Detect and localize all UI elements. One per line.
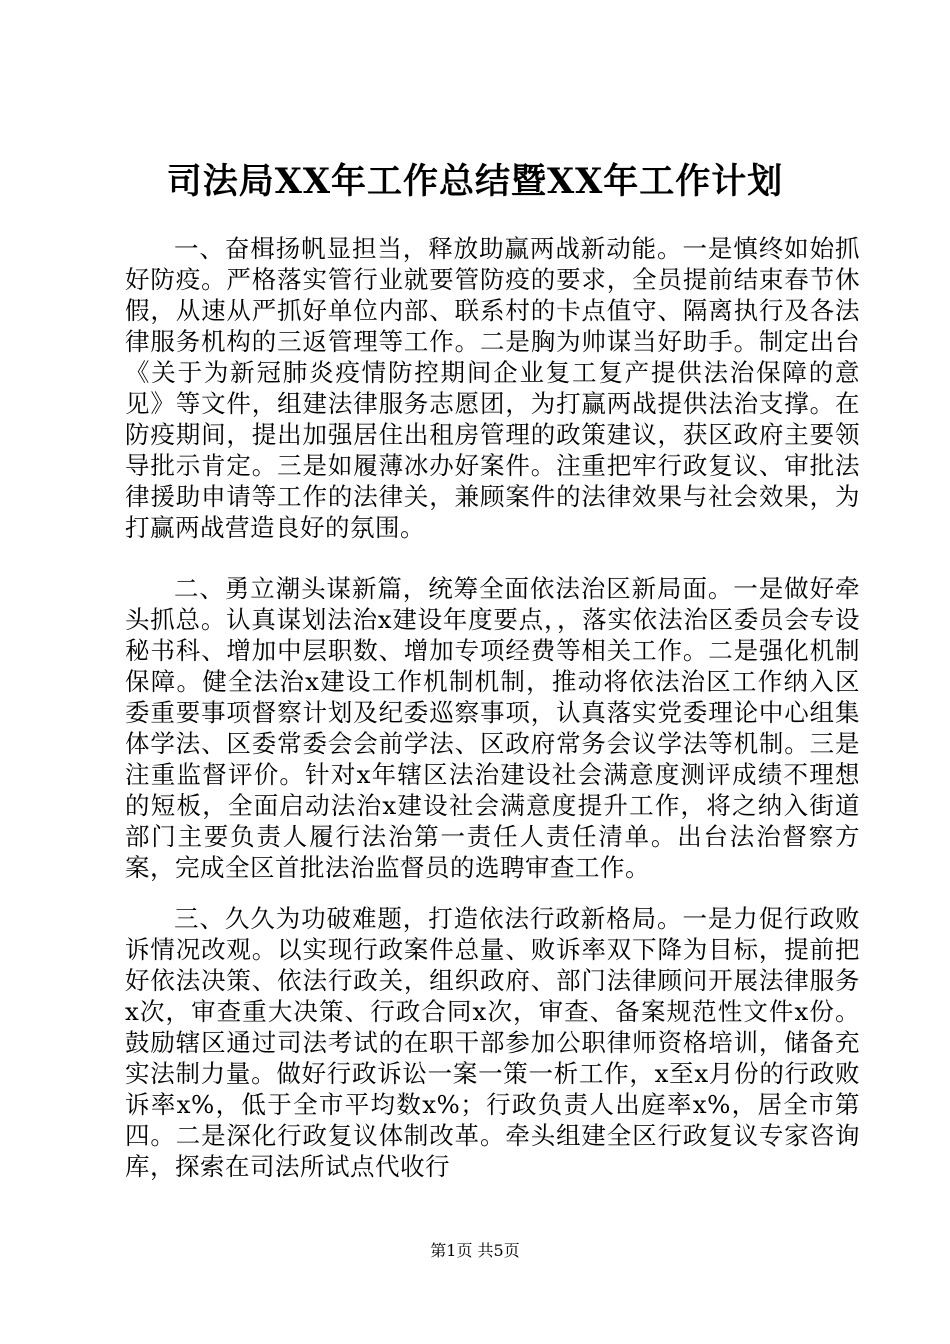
document-title: 司法局XX年工作总结暨XX年工作计划 [166,161,784,202]
paragraph-1: 一、奋楫扬帆显担当，释放助赢两战新动能。一是慎终如始抓好防疫。严格落实管行业就要管防疫的要求，全员提前结束春节休假，从速从严抓好单位内部、联系村的卡点值守、隔离执行及各法律服务机构的三返管理等工作。二是胸为帅谋当好助手。制定出台《关于为新冠肺炎疫情防控期间企业复工复产提供法治保障的意见》等文件，组建法律服务志愿团，为打赢两战提供法治支撑。在防疫期间，提出加强居住出租房管理的政策建议，获区政府主要领导批示肯定。三是如履薄冰办好案件。注重把牢行政复议、审批法律援助申请等工作的法律关，兼顾案件的法律效果与社会效果，为打赢两战营造良好的氛围。 [125,234,860,542]
page-footer: 第1页 共5页 [430,1241,520,1260]
paragraph-2: 二、勇立潮头谋新篇，统筹全面依法治区新局面。一是做好牵头抓总。认真谋划法治x建设年度要点，，落实依法治区委员会专设秘书科、增加中层职数、增加专项经费等相关工作。二是强化机制保障。健全法治x建设工作机制机制，推动将依法治区工作纳入区委重要事项督察计划及纪委巡察事项，认真落实党委理论中心组集体学法、区委常委会会前学法、区政府常务会议学法等机制。三是注重监督评价。针对x年辖区法治建设社会满意度测评成绩不理想的短板，全面启动法治x建设社会满意度提升工作，将之纳入街道部门主要负责人履行法治第一责任人责任清单。出台法治督察方案，完成全区首批法治监督员的选聘审查工作。 [125,574,860,882]
paragraph-3: 三、久久为功破难题，打造依法行政新格局。一是力促行政败诉情况改观。以实现行政案件总量、败诉率双下降为目标，提前把好依法决策、依法行政关，组织政府、部门法律顾问开展法律服务x次，审查重大决策、行政合同x次，审查、备案规范性文件x份。鼓励辖区通过司法考试的在职干部参加公职律师资格培训，储备充实法制力量。做好行政诉讼一案一策一析工作，x至x月份的行政败诉率x%，低于全市平均数x%；行政负责人出庭率x%，居全市第四。二是深化行政复议体制改革。牵头组建全区行政复议专家咨询库，探索在司法所试点代收行 [125,904,860,1181]
